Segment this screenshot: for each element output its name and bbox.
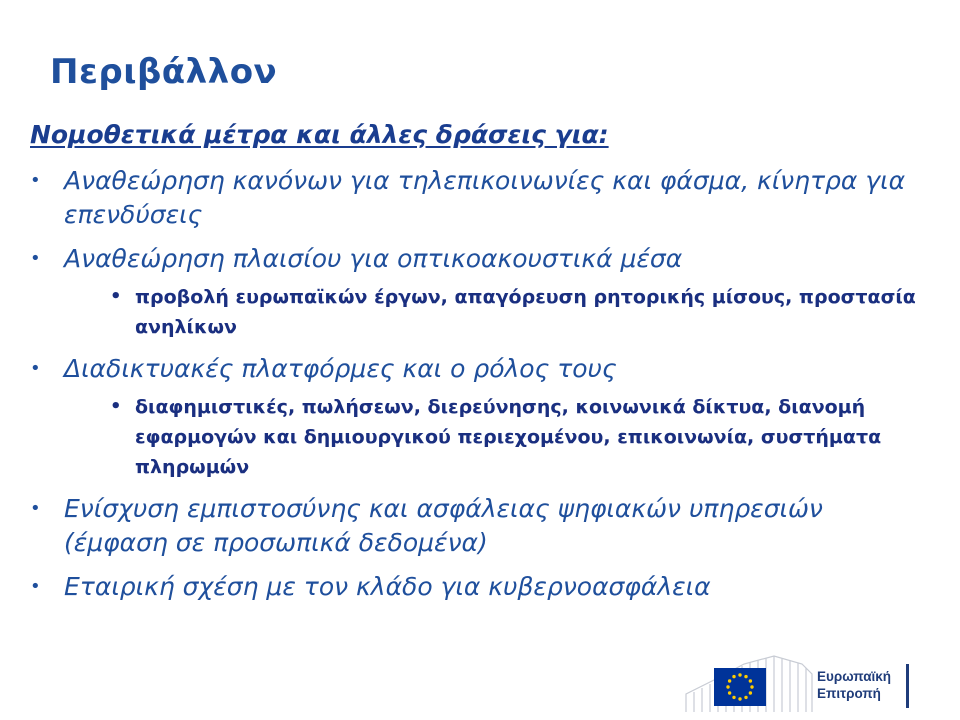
flag-star-icon (750, 685, 753, 688)
list-item (30, 242, 930, 276)
flag-star-icon (749, 679, 752, 682)
list-item-text: Εταιρική σχέση με τον κλάδο για κυβερνοασφάλεια (64, 572, 711, 601)
list-item-text: Ενίσχυση εμπιστοσύνης και ασφάλειας ψηφιακών υπηρεσιών (έμφαση σε προσωπικά δεδομένα) (64, 494, 823, 557)
bullet-icon: • (30, 170, 41, 191)
list-item (30, 164, 930, 232)
list-item-text: Διαδικτυακές πλατφόρμες και ο ρόλος τους (64, 354, 617, 383)
flag-star-icon (744, 675, 747, 678)
flag-star-icon (744, 696, 747, 699)
bullet-icon: • (30, 248, 41, 269)
logo-divider (906, 664, 909, 708)
logo-emblem-icon (684, 654, 814, 714)
flag-star-icon (749, 691, 752, 694)
logo-text (817, 668, 891, 702)
logo-line-2: Επιτροπή (817, 686, 881, 701)
list-item-text: Αναθεώρηση κανόνων για τηλεπικοινωνίες και φάσμα, κίνητρα για επενδύσεις (64, 166, 906, 229)
bullet-icon: • (110, 286, 122, 307)
sub-list-item (110, 282, 935, 342)
logo-line-1: Ευρωπαϊκή (817, 669, 892, 684)
bullet-icon: • (30, 358, 41, 379)
list-item-text: Αναθεώρηση πλαισίου για οπτικοακουστικά μέσα (64, 244, 683, 273)
european-commission-logo (684, 654, 914, 714)
bullet-icon: • (110, 396, 122, 417)
list-item (30, 352, 930, 386)
flag-star-icon (738, 673, 741, 676)
flag-star-icon (732, 696, 735, 699)
flag-star-icon (728, 691, 731, 694)
sub-list-item (110, 392, 935, 482)
list-item (30, 570, 930, 604)
flag-star-icon (732, 675, 735, 678)
bullet-icon: • (30, 498, 41, 519)
bullet-icon: • (30, 576, 41, 597)
flag-star-icon (728, 679, 731, 682)
slide-subtitle: Νομοθετικά μέτρα και άλλες δράσεις για: (30, 120, 609, 149)
flag-star-icon (738, 697, 741, 700)
flag-star-icon (726, 685, 729, 688)
bullet-list (30, 164, 930, 614)
sub-list-item-text: προβολή ευρωπαϊκών έργων, απαγόρευση ρητορικής μίσους, προστασία ανηλίκων (135, 286, 916, 338)
list-item (30, 492, 930, 560)
sub-list-item-text: διαφημιστικές, πωλήσεων, διερεύνησης, κοινωνικά δίκτυα, διανομή εφαρμογών και δημιουργικού περιεχομένου, επικοινωνία, συστήματα πληρωμών (135, 396, 882, 478)
slide-title: Περιβάλλον (50, 52, 278, 92)
